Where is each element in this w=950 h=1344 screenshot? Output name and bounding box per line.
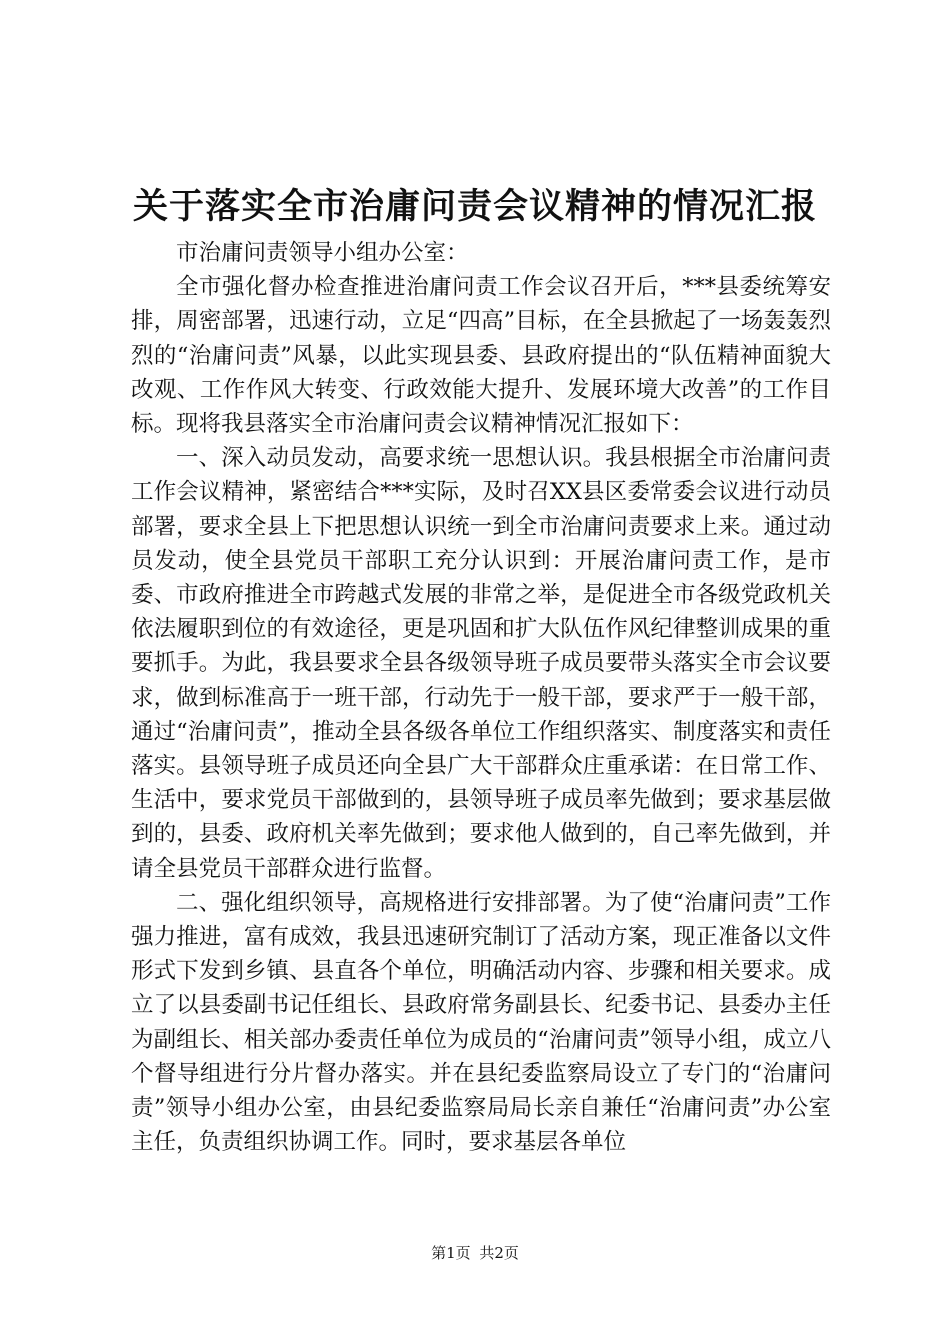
page-total: 共2页 <box>479 1244 519 1262</box>
document-body <box>131 236 831 1159</box>
page-footer <box>0 1243 950 1263</box>
paragraph-section-2: 二、强化组织领导，高规格进行安排部署。为了使“治庸问责”工作强力推进，富有成效，我县迅速研究制订了活动方案，现正准备以文件形式下发到乡镇、县直各个单位，明确活动内容、步骤和相关要求。成立了以县委副书记任组长、县政府常务副县长、纪委书记、县委办主任为副组长、相关部办委责任单位为成员的“治庸问责”领导小组，成立八个督导组进行分片督办落实。并在县纪委监察局设立了专门的“治庸问责”领导小组办公室，由县纪委监察局局长亲自兼任“治庸问责”办公室主任，负责组织协调工作。同时，要求基层各单位 <box>131 889 831 1156</box>
paragraph-intro: 全市强化督办检查推进治庸问责工作会议召开后，***县委统筹安排，周密部署，迅速行动，立足“四高”目标，在全县掀起了一场轰轰烈烈的“治庸问责”风暴，以此实现县委、县政府提出的“队伍精神面貌大改观、工作作风大转变、行政效能大提升、发展环境大改善”的工作目标。现将我县落实全市治庸问责会议精神情况汇报如下： <box>131 274 831 438</box>
salutation: 市治庸问责领导小组办公室： <box>176 240 469 266</box>
document-title: 关于落实全市治庸问责会议精神的情况汇报 <box>132 186 817 227</box>
page-number: 第1页 <box>431 1244 471 1262</box>
paragraph-section-1: 一、深入动员发动，高要求统一思想认识。我县根据全市治庸问责工作会议精神，紧密结合***实际，及时召XX县区委常委会议进行动员部署，要求全县上下把思想认识统一到全市治庸问责要求上来。通过动员发动，使全县党员干部职工充分认识到：开展治庸问责工作，是市委、市政府推进全市跨越式发展的非常之举，是促进全市各级党政机关依法履职到位的有效途径，更是巩固和扩大队伍作风纪律整训成果的重要抓手。为此，我县要求全县各级领导班子成员要带头落实全市会议要求，做到标准高于一班干部，行动先于一般干部，要求严于一般干部，通过“治庸问责”，推动全县各级各单位工作组织落实、制度落实和责任落实。县领导班子成员还向全县广大干部群众庄重承诺：在日常工作、生活中，要求党员干部做到的，县领导班子成员率先做到；要求基层做到的，县委、政府机关率先做到；要求他人做到的，自己率先做到，并请全县党员干部群众进行监督。 <box>131 445 831 882</box>
